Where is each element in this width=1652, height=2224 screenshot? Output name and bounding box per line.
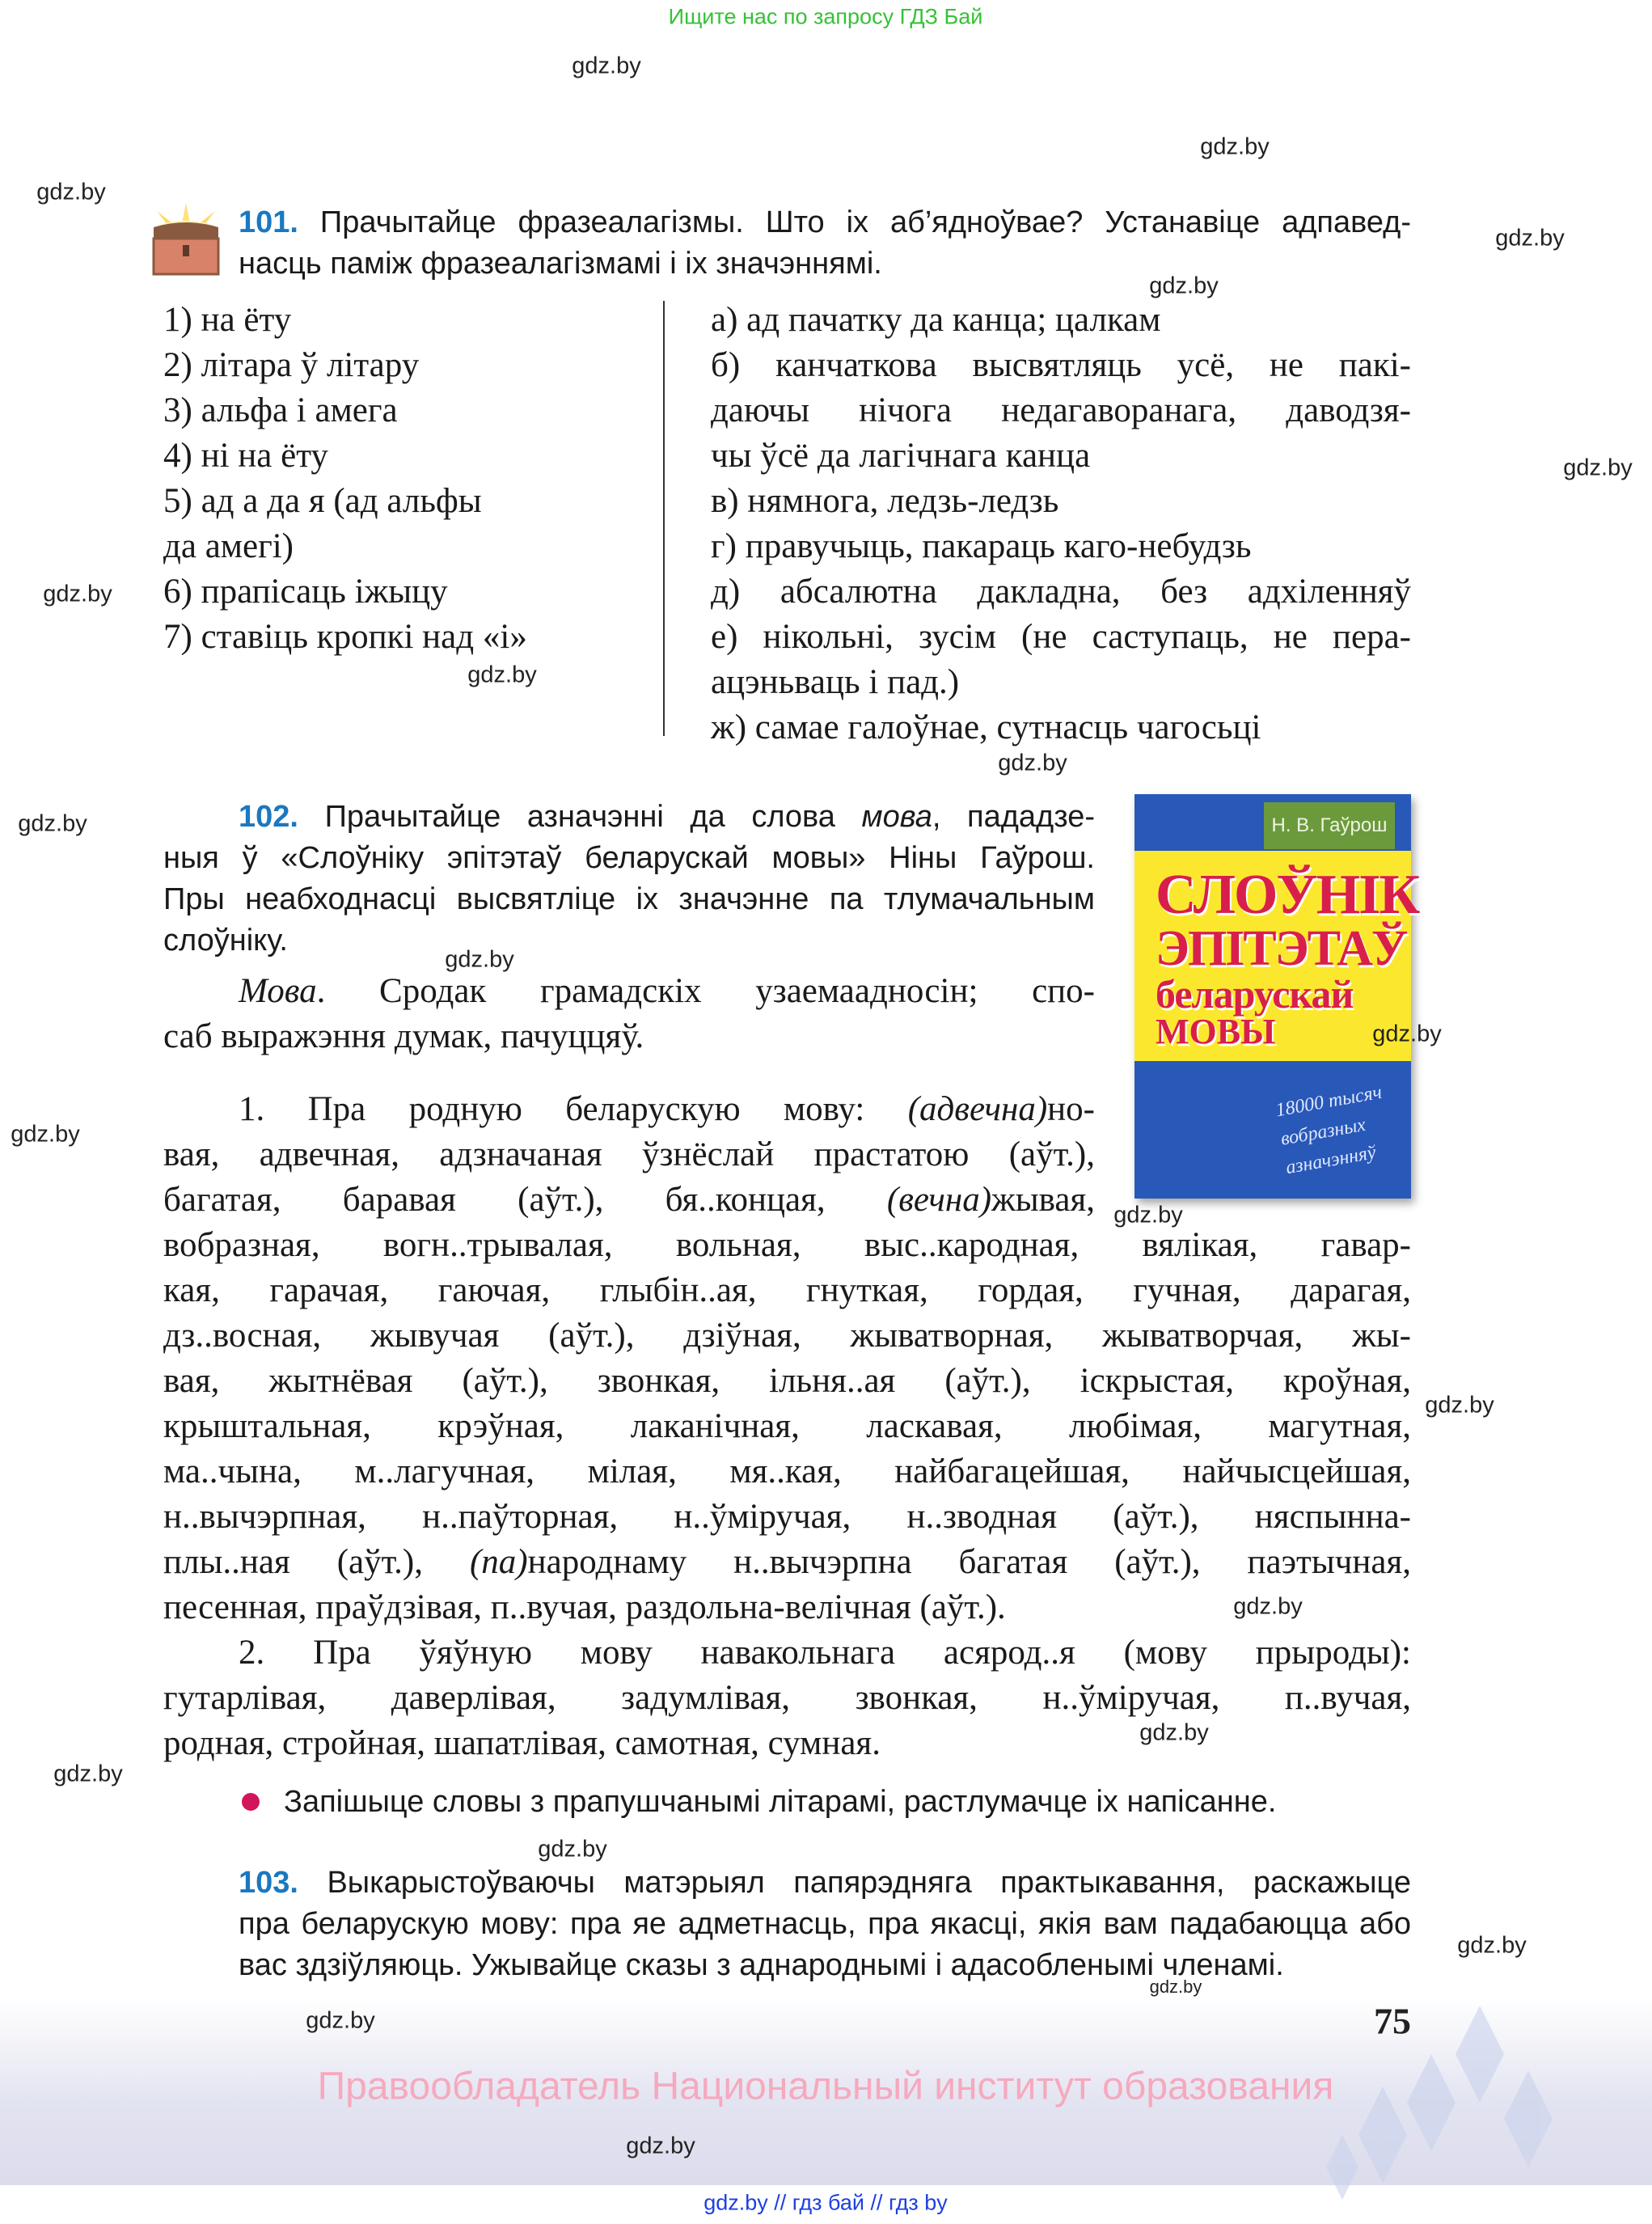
italic-text: мова [861,800,932,834]
text-segment: насць паміж фразеалагізмамі і іх значэннямі. [239,247,882,281]
text-line [711,524,1411,569]
watermark-text: gdz.by [445,946,514,973]
search-hint: Ищите нас по запросу ГДЗ Бай [668,4,983,29]
text-segment: вобразная, вогн..трывалая, вольная, выс..кародная, вялікая, гавар- [163,1226,1411,1264]
text-line [163,1721,1411,1766]
watermark-text: gdz.by [43,581,112,607]
text-segment: 2) літара ў літару [163,346,420,384]
text-line [163,1495,1411,1540]
text-segment: д) абсалютна дакладна, без адхіленняў [711,573,1411,611]
text-segment: пра беларускую мову: пра яе адметнасць, пра якасці, якія вам падабаюцца або [239,1907,1411,1941]
text-segment: вая, жытнёвая (аўт.), звонкая, ільня..ая (аўт.), іскрыстая, кроўная, [163,1362,1411,1400]
text-line [163,433,649,479]
watermark-text: gdz.by [36,179,106,205]
text-line [163,920,1095,962]
text-segment: плы..ная (аўт.), [163,1543,470,1581]
text-line [163,1313,1411,1359]
watermark-text: gdz.by [18,810,87,837]
watermark-text: gdz.by [626,2133,695,2159]
column-divider [663,301,665,736]
watermark-text: gdz.by [538,1836,607,1862]
text-segment: 7) ставіць кропкі над «і» [163,618,527,656]
bullet-icon [242,1793,260,1811]
text-line [711,660,1411,705]
book-author: Н. В. Гаўрош [1264,802,1395,849]
text-line [163,243,1411,285]
text-segment: е) нікольні, зусім (не саступаць, не пера- [711,618,1411,656]
watermark-text: gdz.by [467,662,537,688]
text-line [163,1676,1411,1721]
text-segment: народнаму н..вычэрпна багатая (аўт.), паэтычная, [527,1543,1411,1581]
text-segment: н..вычэрпная, н..паўторная, н..ўміручая, н..зводная (аўт.), няспынна- [163,1498,1411,1536]
text-line [711,569,1411,615]
text-segment: вая, адвечная, адзначаная ўзнёслай прастатою (аўт.), [163,1135,1095,1173]
watermark-text: gdz.by [11,1121,80,1148]
bottom-links[interactable]: gdz.by // гдз бай // гдз by [703,2190,948,2215]
watermark-text: gdz.by [1372,1021,1442,1047]
book-cover-image [1134,794,1419,1199]
watermark-text: gdz.by [1149,273,1219,299]
text-line [711,298,1411,343]
text-line [163,969,1095,1014]
watermark-text: gdz.by [1113,1202,1183,1228]
text-line [163,1945,1411,1986]
text-segment: багатая, баравая (аўт.), бя..концая, [163,1181,887,1219]
text-segment: , пададзе- [932,800,1095,834]
book-title-line: ЭПІТЭТАЎ [1156,921,1407,976]
text-line [163,569,649,615]
text-segment: Прачытайце фразеалагізмы. Што іх аб’ядноўвае? Устанавіце адпавед- [319,205,1411,239]
watermark-text: gdz.by [572,53,641,79]
text-line [163,1449,1411,1495]
meanings-list [711,298,1411,750]
text-segment: гутарлівая, даверлівая, задумлівая, звонкая, н..ўміручая, п..вучая, [163,1679,1411,1717]
watermark-text: gdz.by [1139,1719,1209,1746]
text-segment: 2. Пра ўяўную мову навакольнага асярод..я (мову прыроды): [239,1634,1411,1672]
exercise-103-instruction [163,1862,1411,1986]
watermark-text: gdz.by [1425,1392,1494,1419]
text-segment: ж) самае галоўнае, сутнасць чагосьці [711,708,1261,746]
exercise-102-instruction [163,797,1095,962]
text-segment: 5) ад а да я (ад альфы [163,482,482,520]
text-line [163,343,649,388]
text-line [711,388,1411,433]
text-line [163,479,649,524]
text-segment: ныя ў «Слоўніку эпітэтаў беларускай мовы» Ніны Гаўрош. [163,841,1095,875]
watermark-text: gdz.by [1563,455,1633,481]
text-line [163,879,1095,920]
text-segment: чы ўсё да лагічнага канца [711,437,1091,475]
text-line [163,524,649,569]
text-segment: но- [1047,1090,1095,1128]
watermark-text: gdz.by [1149,1977,1202,1997]
italic-text: (па) [469,1543,528,1581]
diamond-decoration-icon [1294,2006,1585,2200]
text-segment: 1) на ёту [163,301,292,339]
text-segment: 6) прапісаць іжыцу [163,573,448,611]
italic-text: (адвечна) [907,1090,1048,1128]
text-line [163,1630,1411,1676]
text-line [163,298,649,343]
text-segment: в) нямнога, ледзь-ледзь [711,482,1059,520]
watermark-text: gdz.by [1233,1593,1303,1620]
exercise-number: 101. [239,205,320,239]
exercise-102-task: Запішыце словы з прапушчанымі літарамі, растлумачце іх напісанне. [284,1785,1277,1819]
book-title-line: беларускай [1156,971,1354,1017]
text-segment: даючы нічога недагаворанага, даводзя- [711,391,1411,429]
text-line [163,1404,1411,1449]
watermark-text: gdz.by [306,2007,375,2034]
watermark-text: gdz.by [1495,225,1565,252]
text-segment: 1. Пра родную беларускую мову: [239,1090,908,1128]
watermark-text: gdz.by [53,1761,123,1787]
text-segment: да амегі) [163,527,294,565]
copyright-notice: Правообладатель Национальный институт образования [317,2065,1334,2108]
text-line [163,1904,1411,1945]
text-segment: крыштальная, крэўная, лаканічная, ласкавая, любімая, магутная, [163,1407,1411,1445]
book-title-line: СЛОЎНІК [1156,864,1419,926]
text-line [163,1268,1411,1313]
book-title-line: МОВЫ [1156,1012,1276,1051]
italic-text: Мова [239,972,317,1010]
text-segment: слоўніку. [163,924,288,958]
text-segment: б) канчаткова высвятляць усё, не пакі- [711,346,1411,384]
text-line [163,1014,1095,1059]
watermark-text: gdz.by [998,750,1067,776]
book-subtitle: 18000 тысяч вобразных азначэнняў [1274,1081,1384,1179]
text-line [163,797,1095,838]
text-line [163,1862,1411,1904]
text-line [163,1132,1095,1178]
text-line [163,1178,1095,1223]
phraseologisms-list [163,298,649,660]
exercise-number: 102. [239,800,325,834]
text-line [163,838,1095,879]
text-segment: 4) ні на ёту [163,437,328,475]
exercise-number: 103. [239,1866,327,1900]
text-segment: . Сродак грамадскіх узаемаадносін; спо- [316,972,1095,1010]
text-segment: вас здзіўляюць. Ужывайце сказы з аднароднымі і адасобленымі членамі. [239,1948,1284,1982]
text-line [163,1585,1411,1630]
text-line [711,343,1411,388]
text-line [711,705,1411,750]
text-line [163,615,649,660]
text-line [711,433,1411,479]
definition-paragraph [163,969,1095,1059]
text-line [163,1359,1411,1404]
text-segment: Выкарыстоўваючы матэрыял папярэдняга практыкавання, раскажыце [327,1866,1411,1900]
text-segment: ацэньваць і пад.) [711,663,960,701]
text-segment: дз..восная, жывучая (аўт.), дзіўная, жыватворная, жыватворчая, жы- [163,1317,1411,1355]
text-segment: Пры неабходнасці высвятліце іх значэнне па тлумачальным [163,882,1095,916]
text-line [163,388,649,433]
text-line [711,479,1411,524]
text-segment: песенная, праўдзівая, п..вучая, раздольна-велічная (аўт.). [163,1588,1006,1626]
text-segment: а) ад пачатку да канца; цалкам [711,301,1161,339]
text-segment: саб выражэння думак, пачуццяў. [163,1017,644,1055]
watermark-text: gdz.by [1457,1932,1527,1959]
exercise-101-instruction [163,202,1411,285]
text-line [163,202,1411,243]
text-segment: г) правучыць, пакараць каго-небудзь [711,527,1252,565]
text-segment: 3) альфа і амега [163,391,398,429]
text-segment: кая, гарачая, гаючая, глыбін..ая, гнуткая, гордая, гучная, дарагая, [163,1271,1411,1309]
text-line [163,1540,1411,1585]
italic-text: (вечна) [886,1181,992,1219]
text-line [163,1223,1411,1268]
text-segment: ма..чына, м..лагучная, мілая, мя..кая, найбагацейшая, найчысцейшая, [163,1452,1411,1490]
text-segment: Прачытайце азначэнні да слова [324,800,862,834]
text-segment: жывая, [991,1181,1095,1219]
text-line [163,1087,1095,1132]
text-segment: родная, стройная, шапатлівая, самотная, сумная. [163,1724,881,1762]
watermark-text: gdz.by [1200,133,1270,160]
page-number: 75 [1374,2000,1411,2042]
text-line [711,615,1411,660]
